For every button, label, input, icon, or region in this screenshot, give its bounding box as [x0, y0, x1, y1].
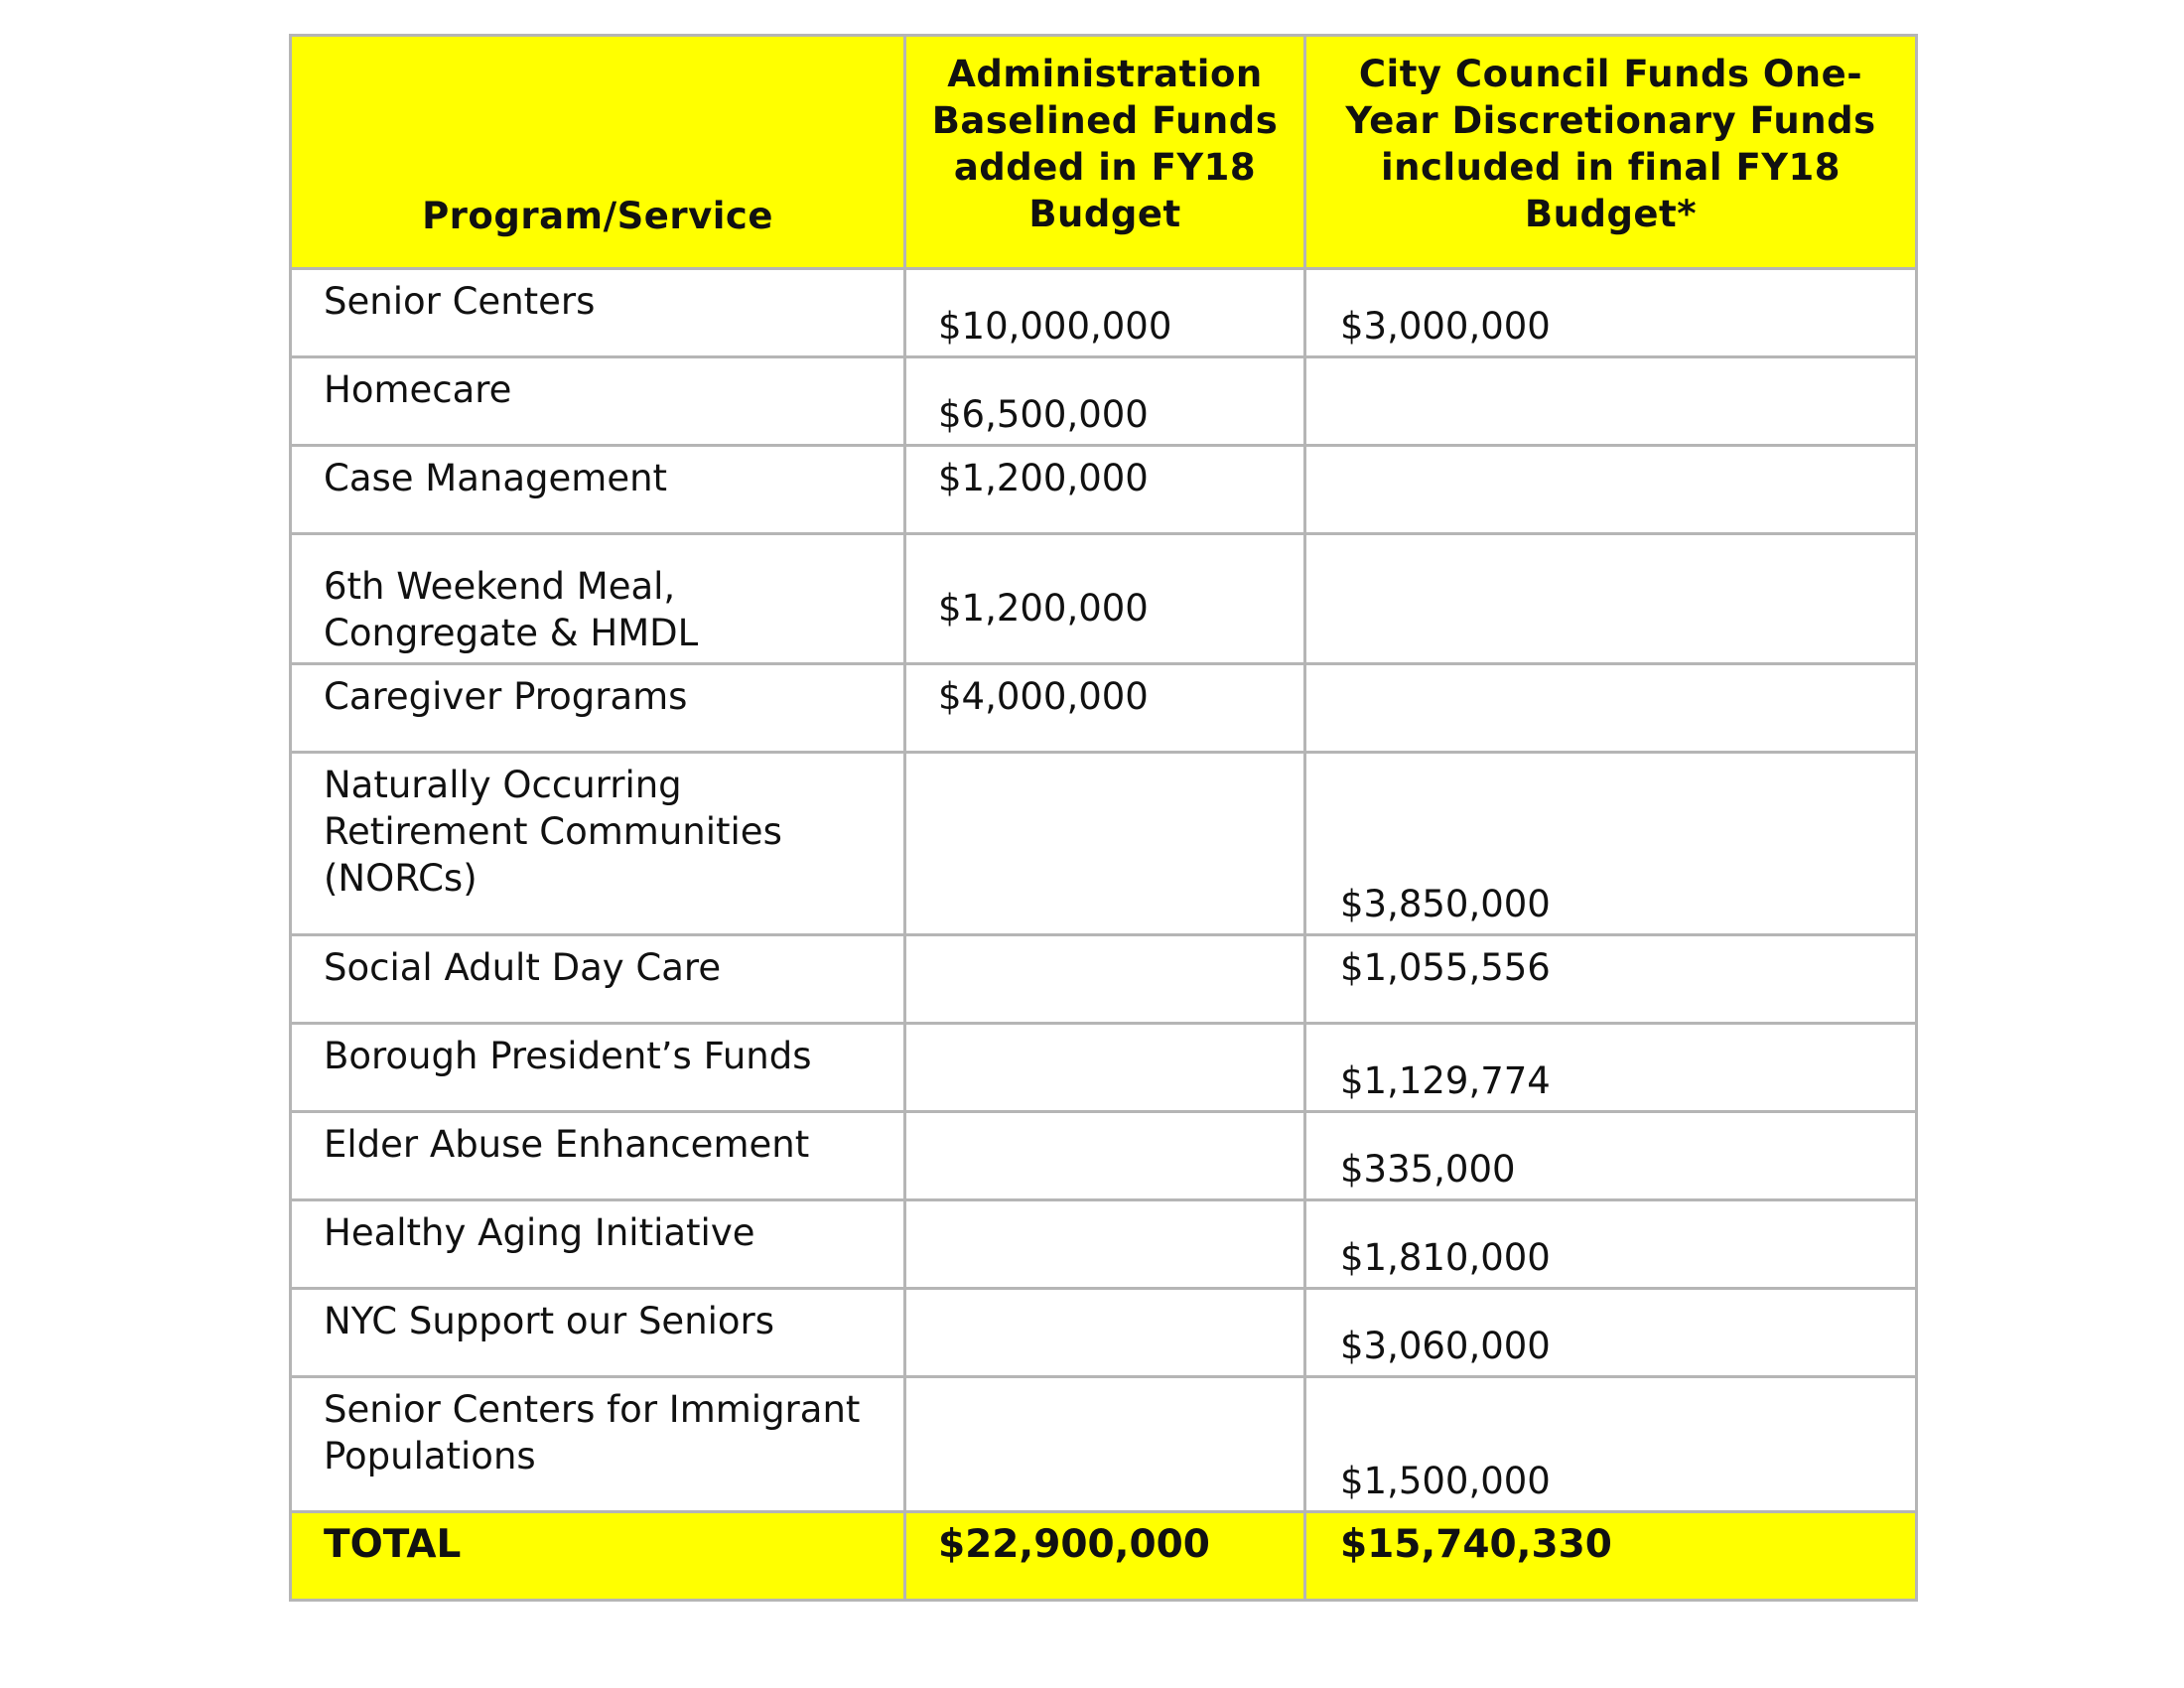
program-cell: NYC Support our Seniors	[291, 1289, 905, 1377]
admin-amount-cell: $10,000,000	[905, 269, 1305, 357]
admin-amount-cell: $4,000,000	[905, 664, 1305, 753]
table-row	[291, 1024, 1917, 1112]
council-amount-cell: $1,129,774	[1305, 1024, 1917, 1112]
budget-table	[289, 34, 1918, 1602]
council-amount-cell: $3,060,000	[1305, 1289, 1917, 1377]
table-row	[291, 269, 1917, 357]
header-row	[291, 36, 1917, 269]
header-program-service: Program/Service	[291, 36, 905, 269]
table-body	[291, 269, 1917, 1512]
admin-amount-cell	[905, 1377, 1305, 1512]
table-row	[291, 357, 1917, 446]
council-amount-cell	[1305, 357, 1917, 446]
council-amount-cell: $3,850,000	[1305, 753, 1917, 935]
program-cell: Homecare	[291, 357, 905, 446]
table-row	[291, 1377, 1917, 1512]
table-header	[291, 36, 1917, 269]
table-row	[291, 446, 1917, 534]
council-amount-cell	[1305, 446, 1917, 534]
council-amount-cell: $1,810,000	[1305, 1200, 1917, 1289]
admin-amount-cell: $1,200,000	[905, 534, 1305, 664]
admin-amount-cell	[905, 935, 1305, 1024]
admin-amount-cell	[905, 1200, 1305, 1289]
program-cell: 6th Weekend Meal, Congregate & HMDL	[291, 534, 905, 664]
table-row	[291, 1200, 1917, 1289]
admin-amount-cell: $1,200,000	[905, 446, 1305, 534]
header-administration-funds: Administration Baselined Funds added in FY18 Budget	[905, 36, 1305, 269]
program-cell: Social Adult Day Care	[291, 935, 905, 1024]
council-amount-cell: $1,055,556	[1305, 935, 1917, 1024]
program-cell: Case Management	[291, 446, 905, 534]
council-amount-cell: $1,500,000	[1305, 1377, 1917, 1512]
program-cell: Caregiver Programs	[291, 664, 905, 753]
admin-amount-cell	[905, 1024, 1305, 1112]
table-footer	[291, 1512, 1917, 1601]
council-amount-cell	[1305, 664, 1917, 753]
admin-amount-cell	[905, 753, 1305, 935]
program-cell: Naturally Occurring Retirement Communities (NORCs)	[291, 753, 905, 935]
admin-amount-cell: $6,500,000	[905, 357, 1305, 446]
admin-amount-cell	[905, 1289, 1305, 1377]
table-row	[291, 1112, 1917, 1200]
table-row	[291, 753, 1917, 935]
admin-amount-cell	[905, 1112, 1305, 1200]
table-row	[291, 534, 1917, 664]
program-cell: Senior Centers for Immigrant Populations	[291, 1377, 905, 1512]
total-label: TOTAL	[291, 1512, 905, 1601]
total-row	[291, 1512, 1917, 1601]
program-cell: Healthy Aging Initiative	[291, 1200, 905, 1289]
table-row	[291, 935, 1917, 1024]
program-cell: Senior Centers	[291, 269, 905, 357]
table-row	[291, 1289, 1917, 1377]
header-city-council-funds: City Council Funds One-Year Discretionary Funds included in final FY18 Budget*	[1305, 36, 1917, 269]
program-cell: Borough President’s Funds	[291, 1024, 905, 1112]
council-amount-cell: $335,000	[1305, 1112, 1917, 1200]
council-amount-cell: $3,000,000	[1305, 269, 1917, 357]
total-admin-amount: $22,900,000	[905, 1512, 1305, 1601]
council-amount-cell	[1305, 534, 1917, 664]
program-cell: Elder Abuse Enhancement	[291, 1112, 905, 1200]
table-row	[291, 664, 1917, 753]
total-council-amount: $15,740,330	[1305, 1512, 1917, 1601]
